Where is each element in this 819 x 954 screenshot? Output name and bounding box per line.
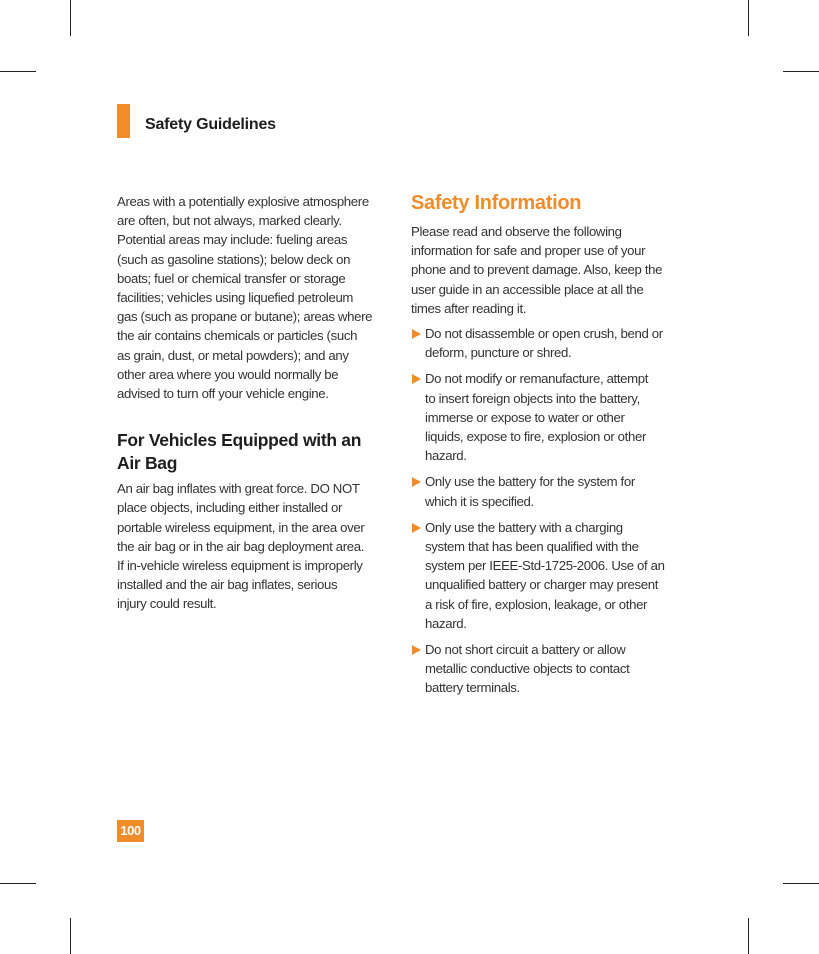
airbag-heading: For Vehicles Equipped with an Air Bag [117,430,362,474]
airbag-paragraph: An air bag inflates with great force. DO NOT place objects, including either installed or portable wireless equipment, in the area over the air bag or in the air bag deployment area. If in-vehicle wireless equipment is improperly installed and the air bag inflates, serious injury could result. [117,481,365,612]
crop-mark [748,0,749,36]
list-item: Only use the battery for the system for which it is specified. [411,472,679,510]
list-item: Do not modify or remanufacture, attempt to insert foreign objects into the battery, immerse or expose to water or other liquids, expose to fire, explosion or other hazard. [411,369,679,465]
crop-mark [748,918,749,954]
list-item: Do not short circuit a battery or allow metallic conductive objects to contact battery terminals. [411,640,679,698]
safety-information-heading: Safety Information [411,192,582,214]
crop-mark [70,918,71,954]
arrow-bullet-icon [412,645,421,655]
list-item: Do not disassemble or open crush, bend or deform, puncture or shred. [411,324,679,362]
crop-mark [783,883,819,884]
arrow-bullet-icon [412,523,421,533]
crop-mark [70,0,71,36]
safety-bullet-list [411,324,679,698]
list-item: Only use the battery with a charging system that has been qualified with the system per IEEE-Std-1725-2006. Use of an unqualified battery or charger may present a risk of fire, explosion, leakage, or other hazard. [411,518,679,633]
arrow-bullet-icon [412,374,421,384]
page-number: 100 [117,820,144,842]
explosive-atmosphere-paragraph: Areas with a potentially explosive atmosphere are often, but not always, marked clearly. Potential areas may include: fueling areas (such as gasoline stations); below deck on boats; fuel or chemical transfer or storage facilities; vehicles using liquefied petroleum gas (such as propane or butane); areas where the air contains chemicals or particles (such as grain, dust, or metal powders); and any other area where you would normally be advised to turn off your vehicle engine. [117,194,373,402]
crop-mark [0,883,36,884]
arrow-bullet-icon [412,329,421,339]
crop-mark [0,71,36,72]
right-column [411,190,679,705]
left-column [117,192,389,614]
safety-information-intro: Please read and observe the following information for safe and proper use of your phone and to prevent damage. Also, keep the user guide in an accessible place at all the times after reading it. [411,224,663,316]
header-accent-bar [117,104,130,138]
page-section-title: Safety Guidelines [145,116,276,133]
crop-mark [783,71,819,72]
arrow-bullet-icon [412,477,421,487]
